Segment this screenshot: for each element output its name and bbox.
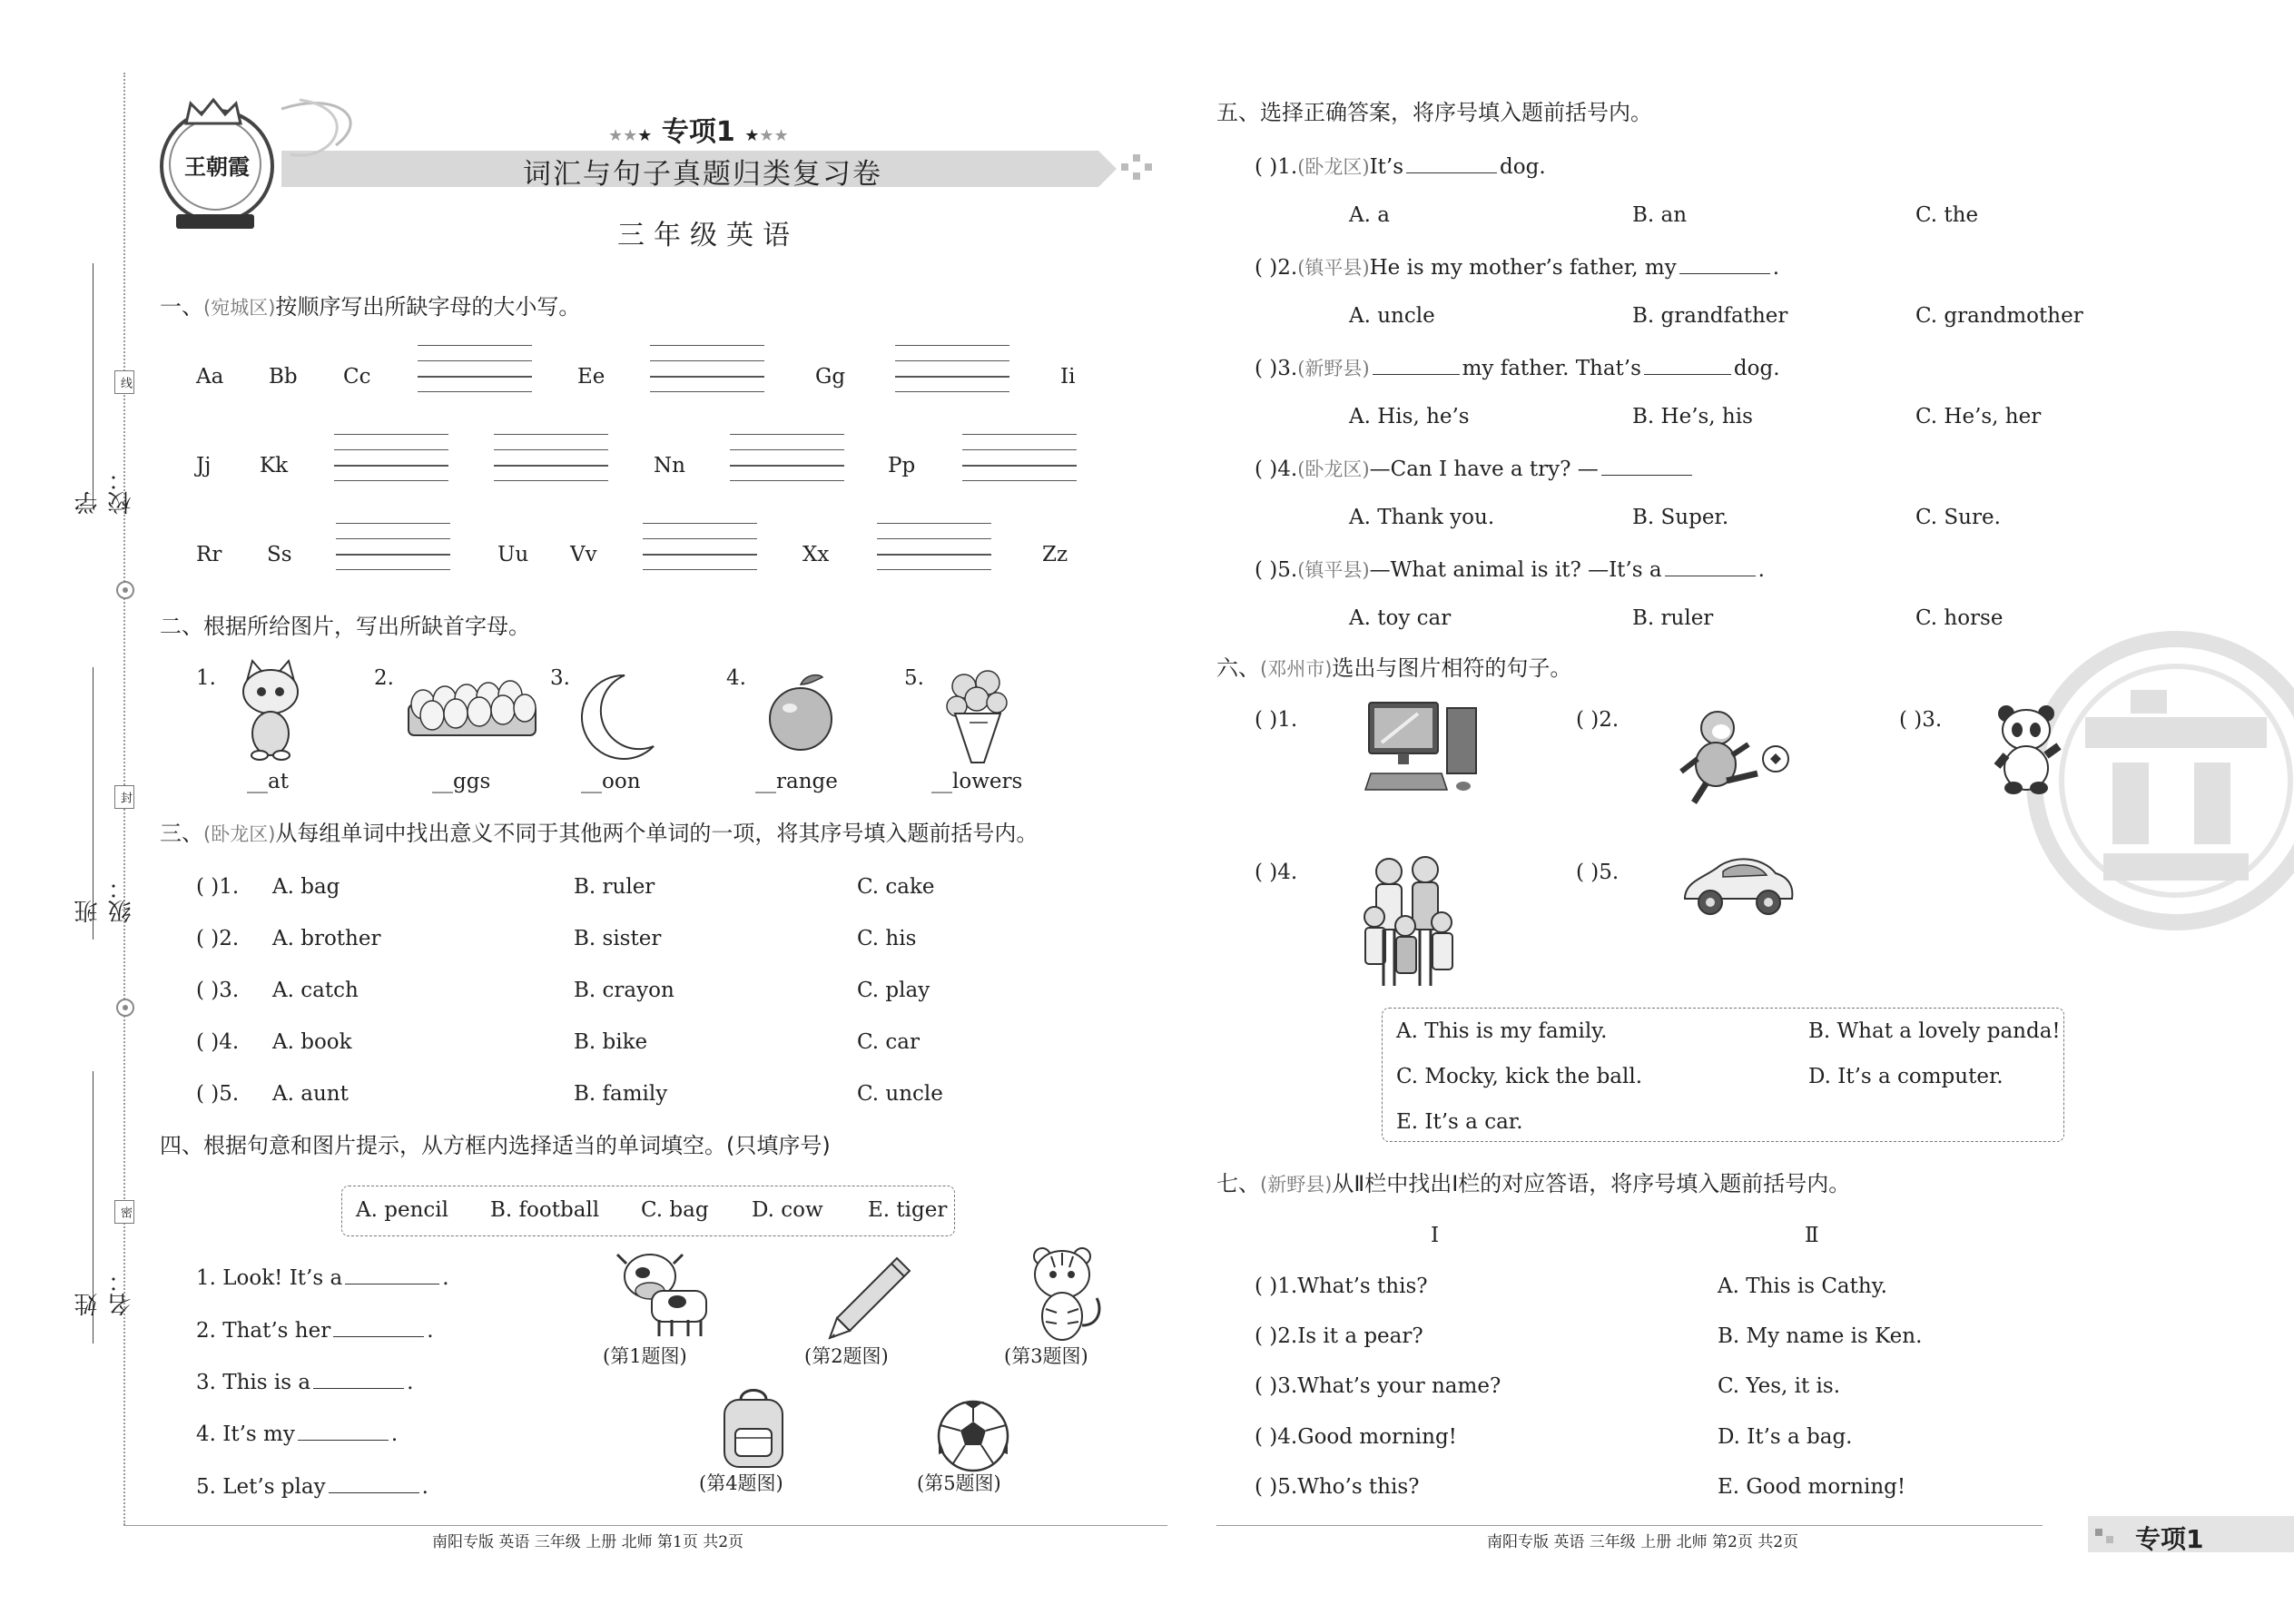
letter-pair: Kk — [260, 454, 289, 477]
option-a: A. aunt — [272, 1082, 349, 1106]
writing-lines-input[interactable] — [877, 523, 991, 570]
question: ( )5.(镇平县)—What animal is it? —It’s a . — [1255, 558, 1765, 582]
s6-title: 六、(邓州市)选出与图片相符的句子。 — [1216, 655, 1572, 681]
answer-paren[interactable]: ( )4. — [1255, 458, 1298, 481]
writing-lines-input[interactable] — [336, 523, 450, 570]
letter-pair: Rr — [196, 543, 222, 566]
writing-lines-input[interactable] — [334, 434, 448, 481]
binding-mark-secret: 密 — [114, 1200, 134, 1224]
letter-pair: Cc — [343, 365, 371, 389]
picture-caption: (第4题图) — [699, 1472, 783, 1494]
writing-lines-input[interactable] — [962, 434, 1077, 481]
footer-rule — [1216, 1525, 2043, 1526]
option-c: C. cake — [857, 875, 935, 899]
tiger-picture — [1019, 1244, 1109, 1343]
item-number: 2. — [374, 666, 394, 690]
option-a: A. catch — [272, 979, 359, 1002]
letter-pair: Aa — [196, 365, 224, 389]
option-a: A. brother — [272, 927, 381, 950]
answer-paren[interactable]: ( )2. — [1255, 256, 1298, 280]
answer-paren[interactable]: ( )3. — [1899, 708, 1943, 732]
s4-title: 四、根据句意和图片提示，从方框内选择适当的单词填空。(只填序号) — [160, 1133, 831, 1158]
answer-option: A. This is Cathy. — [1718, 1275, 1887, 1298]
answer-paren[interactable]: ( )1. — [1255, 155, 1298, 179]
answer-option: B. My name is Ken. — [1718, 1324, 1923, 1348]
option-b: B. Super. — [1632, 506, 1729, 529]
answer-paren[interactable]: ( )1. — [196, 875, 240, 899]
answer-paren[interactable]: ( )1. — [1255, 1275, 1298, 1298]
binding-clip-icon — [114, 579, 136, 601]
answer-blank[interactable] — [333, 1318, 424, 1337]
fill-sentence: 4. It’s my . — [196, 1422, 399, 1446]
answer-option: C. Yes, it is. — [1718, 1374, 1841, 1398]
writing-lines-input[interactable] — [418, 345, 532, 392]
pencil-picture — [822, 1253, 913, 1343]
answer-option: D. It’s a bag. — [1718, 1425, 1853, 1449]
question: ( )2.(镇平县)He is my mother’s father, my . — [1255, 256, 1779, 280]
option-c: C. car — [857, 1030, 920, 1054]
writing-lines-input[interactable] — [895, 345, 1009, 392]
answer-paren[interactable]: ( )3. — [196, 979, 240, 1002]
answer-blank[interactable] — [1644, 356, 1731, 375]
answer-blank[interactable] — [313, 1370, 404, 1389]
page-subtitle: 三年级英语 — [617, 220, 799, 251]
letter-pair: Zz — [1042, 543, 1068, 566]
publisher-logo — [160, 109, 274, 223]
answer-blank[interactable] — [1665, 557, 1756, 576]
option-b: B. sister — [574, 927, 662, 950]
option-c: C. grandmother — [1915, 304, 2083, 328]
binding-clip-icon — [114, 997, 136, 1019]
option-c: C. the — [1915, 203, 1979, 227]
picture-caption: (第1题图) — [603, 1345, 687, 1367]
option-b: B. ruler — [574, 875, 655, 899]
option-b: B. grandfather — [1632, 304, 1788, 328]
answer-paren[interactable]: ( )4. — [196, 1030, 240, 1054]
column-header-1: Ⅰ — [1431, 1224, 1440, 1247]
s2-title: 二、根据所给图片，写出所缺首字母。 — [160, 614, 530, 639]
option-b: B. bike — [574, 1030, 648, 1054]
letter-pair: Gg — [815, 365, 846, 389]
answer-paren[interactable]: ( )1. — [1255, 708, 1298, 732]
word-option: C. bag — [641, 1198, 709, 1222]
crown-icon — [182, 98, 245, 125]
bag-picture — [717, 1385, 790, 1471]
word-option: B. football — [490, 1198, 600, 1222]
answer-paren[interactable]: ( )5. — [1255, 1475, 1298, 1499]
option-c: C. He’s, her — [1915, 405, 2042, 428]
missing-letter-word: __oon — [581, 770, 641, 793]
letter-pair: Ee — [577, 365, 605, 389]
option-a: A. toy car — [1349, 606, 1452, 630]
footer-rule — [123, 1525, 1167, 1526]
answer-paren[interactable]: ( )5. — [196, 1082, 240, 1106]
s6-option: B. What a lovely panda! — [1808, 1019, 2061, 1043]
question: ( )3.What’s your name? — [1255, 1374, 1501, 1398]
answer-blank[interactable] — [1679, 255, 1770, 274]
option-c: C. horse — [1915, 606, 2004, 630]
cat-picture — [234, 661, 307, 761]
fill-sentence: 1. Look! It’s a . — [196, 1266, 449, 1290]
question: ( )1.(卧龙区)It’s dog. — [1255, 155, 1546, 179]
item-number: 5. — [904, 666, 924, 690]
s5-title: 五、选择正确答案，将序号填入题前括号内。 — [1216, 100, 1652, 125]
fill-sentence: 2. That’s her . — [196, 1319, 434, 1343]
binding-mark-seal: 封 — [114, 785, 134, 809]
footer-right: 南阳专版 英语 三年级 上册 北师 第2页 共2页 — [1487, 1533, 1799, 1551]
question: ( )3.(新野县) my father. That’s dog. — [1255, 357, 1780, 380]
picture-caption: (第2题图) — [804, 1345, 889, 1367]
letter-pair: Uu — [497, 543, 529, 566]
s1-title: 一、(宛城区)按顺序写出所缺字母的大小写。 — [160, 294, 581, 320]
page-title: 词汇与句子真题归类复习卷 — [523, 158, 882, 191]
answer-paren[interactable]: ( )2. — [196, 927, 240, 950]
letter-pair: Nn — [654, 454, 685, 477]
monkey-ball-picture — [1676, 708, 1794, 817]
answer-paren[interactable]: ( )5. — [1576, 861, 1620, 884]
answer-paren[interactable]: ( )4. — [1255, 861, 1298, 884]
question: ( )4.Good morning! — [1255, 1425, 1457, 1449]
option-c: C. play — [857, 979, 930, 1002]
writing-lines-input[interactable] — [730, 434, 844, 481]
answer-blank[interactable] — [1373, 356, 1460, 375]
writing-lines-input[interactable] — [643, 523, 757, 570]
option-a: A. book — [272, 1030, 352, 1054]
option-a: A. His, he’s — [1349, 405, 1470, 428]
logo-text: 王朝霞 — [184, 153, 250, 180]
answer-paren[interactable]: ( )2. — [1576, 708, 1620, 732]
answer-paren[interactable]: ( )2. — [1255, 1324, 1298, 1348]
page-badge — [2088, 1516, 2294, 1552]
picture-caption: (第5题图) — [917, 1472, 1001, 1494]
s3-title: 三、(卧龙区)从每组单词中找出意义不同于其他两个单词的一项，将其序号填入题前括号内。 — [160, 821, 1039, 846]
answer-blank[interactable] — [298, 1422, 389, 1441]
s6-option: E. It’s a car. — [1396, 1110, 1523, 1134]
writing-lines-input[interactable] — [650, 345, 764, 392]
eggs-picture — [405, 677, 541, 741]
letter-pair: Jj — [196, 454, 212, 477]
series-label: ★★★ 专项1 ★★★ — [608, 116, 789, 148]
fill-sentence: 5. Let’s play . — [196, 1475, 428, 1499]
answer-paren[interactable]: ( )3. — [1255, 357, 1298, 380]
option-a: A. Thank you. — [1349, 506, 1495, 529]
answer-paren[interactable]: ( )3. — [1255, 1374, 1298, 1398]
page-badge-label: 专项1 — [2135, 1524, 2204, 1554]
missing-letter-word: __ggs — [432, 770, 491, 793]
binding-mark-line: 线 — [114, 370, 134, 394]
option-b: B. crayon — [574, 979, 674, 1002]
item-number: 4. — [726, 666, 746, 690]
option-b: B. ruler — [1632, 606, 1714, 630]
option-a: A. uncle — [1349, 304, 1435, 328]
item-number: 3. — [550, 666, 570, 690]
option-c: C. Sure. — [1915, 506, 2001, 529]
letter-pair: Ss — [267, 543, 292, 566]
family-picture — [1362, 853, 1462, 989]
letter-pair: Pp — [888, 454, 916, 477]
word-option: A. pencil — [356, 1198, 448, 1222]
option-b: B. an — [1632, 203, 1688, 227]
s6-option: A. This is my family. — [1396, 1019, 1608, 1043]
letter-pair: Xx — [802, 543, 830, 566]
football-picture — [935, 1398, 1011, 1474]
answer-paren[interactable]: ( )4. — [1255, 1425, 1298, 1449]
s6-option: C. Mocky, kick the ball. — [1396, 1065, 1643, 1088]
panda-picture — [1994, 699, 2066, 799]
question: ( )5.Who’s this? — [1255, 1475, 1420, 1499]
answer-blank[interactable] — [1406, 154, 1497, 173]
s7-title: 七、(新野县)从Ⅱ栏中找出Ⅰ栏的对应答语，将序号填入题前括号内。 — [1216, 1171, 1851, 1196]
option-b: B. family — [574, 1082, 668, 1106]
word-option: E. tiger — [868, 1198, 948, 1222]
answer-blank[interactable] — [1601, 457, 1692, 476]
missing-letter-word: __lowers — [931, 770, 1023, 793]
computer-picture — [1364, 699, 1482, 799]
s6-option: D. It’s a computer. — [1808, 1065, 2004, 1088]
option-c: C. his — [857, 927, 917, 950]
missing-letter-word: __at — [247, 770, 289, 793]
option-b: B. He’s, his — [1632, 405, 1753, 428]
letter-pair: Ii — [1060, 365, 1076, 389]
writing-lines-input[interactable] — [494, 434, 608, 481]
answer-option: E. Good morning! — [1718, 1475, 1906, 1499]
answer-blank[interactable] — [329, 1474, 419, 1493]
letter-pair: Vv — [570, 543, 597, 566]
column-header-2: Ⅱ — [1805, 1224, 1819, 1247]
question: ( )1.What’s this? — [1255, 1275, 1428, 1298]
question: ( )2.Is it a pear? — [1255, 1324, 1423, 1348]
question: ( )4.(卧龙区)—Can I have a try? — — [1255, 457, 1695, 480]
option-a: A. bag — [272, 875, 340, 899]
flowers-picture — [937, 668, 1019, 768]
footer-left: 南阳专版 英语 三年级 上册 北师 第1页 共2页 — [432, 1533, 744, 1551]
moon-picture — [572, 672, 663, 763]
missing-letter-word: __range — [755, 770, 838, 793]
fill-sentence: 3. This is a . — [196, 1371, 414, 1394]
answer-paren[interactable]: ( )5. — [1255, 558, 1298, 582]
option-a: A. a — [1349, 203, 1390, 227]
item-number: 1. — [196, 666, 216, 690]
word-option: D. cow — [752, 1198, 823, 1222]
car-picture — [1679, 853, 1797, 926]
answer-blank[interactable] — [345, 1265, 439, 1284]
cow-picture — [614, 1249, 714, 1340]
option-c: C. uncle — [857, 1082, 943, 1106]
orange-picture — [764, 672, 837, 753]
picture-caption: (第3题图) — [1004, 1345, 1088, 1367]
letter-pair: Bb — [269, 365, 298, 389]
